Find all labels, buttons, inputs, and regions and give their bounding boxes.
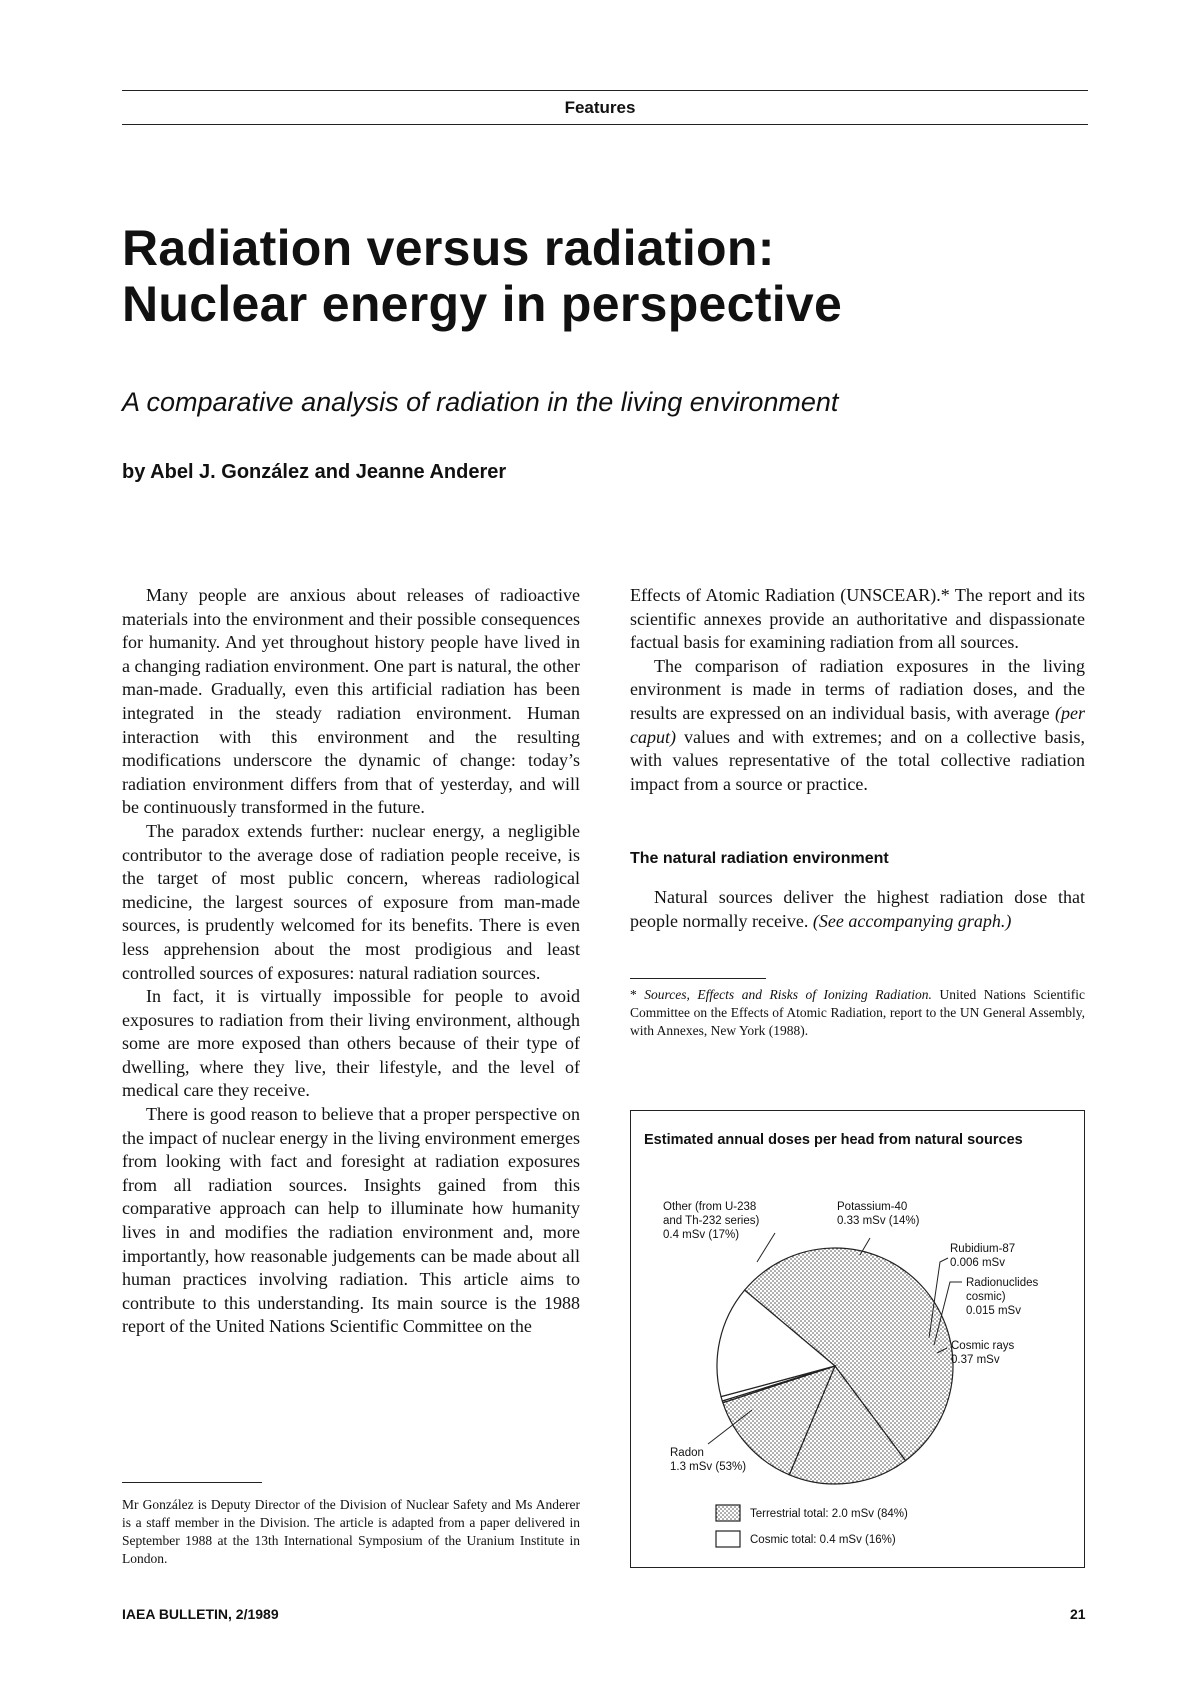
label-radionuclides-line-3: 0.015 mSv xyxy=(966,1305,1021,1317)
paragraph-7-text: Natural sources deliver the highest radiation dose that people normally receive. xyxy=(630,887,1085,931)
label-potassium xyxy=(837,1200,919,1228)
label-other-line-1: Other (from U-238 xyxy=(663,1201,757,1213)
label-cosmic-rays-line-2: 0.37 mSv xyxy=(951,1354,1000,1366)
paragraph-3: In fact, it is virtually impossible for people to avoid exposures to radiation from their living environment, although some are more exposed than others because of their type of dwelling, where they live, their lifestyle, and the level of medical care they receive. xyxy=(122,986,580,1101)
paragraph-1-text: Many people are anxious about releases of radioactive materials into the environment and their possible consequences for humanity. And yet throughout history people have lived in a changing radiation environment. One part is natural, the other man-made. Gradually, even this artificial radiation has been integrated in the steady radiation environment. Human interaction with this environment and the resulting modifications underscore the dynamic of change: today’s radiation environment differs from that of yesterday, and will be continuously transformed in the future. xyxy=(122,585,580,818)
label-rubidium xyxy=(950,1242,1015,1270)
article-subtitle: A comparative analysis of radiation in the living environment xyxy=(122,387,839,417)
chart-title: Estimated annual doses per head from natural sources xyxy=(644,1132,1023,1148)
label-potassium-line-1: Potassium-40 xyxy=(837,1201,908,1213)
paragraph-4: There is good reason to believe that a proper perspective on the impact of nuclear energy in the living environment emerges from looking with fact and foresight at radiation exposures from all radiation sources. Insights gained from this comparative approach can help to illuminate how humanity lives in and modifies the radiation environment and, more importantly, how reasonable judgements can be made about all human practices involving radiation. This article aims to contribute to this understanding. Its main source is the 1988 report of the United Nations Scientific Committee on the xyxy=(122,1104,580,1337)
paragraph-6-text-b: values and with extremes; and on a collective basis, with values representative of the total collective radiation impact from a source or practice. xyxy=(630,726,1085,794)
label-radon-line-2: 1.3 mSv (53%) xyxy=(670,1461,747,1473)
section-heading: The natural radiation environment xyxy=(630,850,889,867)
byline: by Abel J. González and Jeanne Anderer xyxy=(122,461,507,483)
label-other-line-2: and Th-232 series) xyxy=(663,1215,760,1227)
footnote-marker: * xyxy=(630,987,645,1002)
label-radon xyxy=(670,1446,746,1474)
author-note: Mr González is Deputy Director of the Division of Nuclear Safety and Ms Anderer is a staff member in the Division. The article is adapted from a paper delivered in September 1988 at the 13th International Symposium of the Uranium Institute in London. xyxy=(122,1497,580,1566)
legend-label-cosmic: Cosmic total: 0.4 mSv (16%) xyxy=(750,1534,896,1546)
section-label: Features xyxy=(564,98,636,117)
paragraph-5: Effects of Atomic Radiation (UNSCEAR).* The report and its scientific annexes provide an authoritative and dispassionate factual basis for examining radiation from all sources. xyxy=(630,585,1085,653)
chart-legend xyxy=(716,1505,740,1547)
paragraph-6-emphasis: (per caput) xyxy=(630,702,1085,747)
label-other xyxy=(663,1200,759,1242)
page-number: 21 xyxy=(1070,1606,1086,1622)
legend-swatch-terrestrial xyxy=(716,1505,740,1521)
label-other-line-3: 0.4 mSv (17%) xyxy=(663,1229,740,1241)
footnote-source-title: Sources, Effects and Risks of Ionizing Radiation. xyxy=(644,987,932,1002)
legend-swatch-cosmic xyxy=(716,1531,740,1547)
footnote-source-details: United Nations Scientific Committee on the Effects of Atomic Radiation, report to the UN General Assembly, with Annexes, New York (1988). xyxy=(630,987,1085,1038)
label-radionuclides-line-2: cosmic) xyxy=(966,1291,1006,1303)
label-radionuclides xyxy=(966,1276,1038,1318)
legend-label-terrestrial: Terrestrial total: 2.0 mSv (84%) xyxy=(750,1508,908,1520)
label-cosmic-rays xyxy=(951,1339,1014,1367)
label-cosmic-rays-line-1: Cosmic rays xyxy=(951,1340,1015,1352)
leader-line-other xyxy=(757,1233,775,1262)
label-rubidium-line-1: Rubidium-87 xyxy=(950,1243,1016,1255)
pie-slices xyxy=(717,1248,953,1484)
paragraph-2: The paradox extends further: nuclear energy, a negligible contributor to the average dose of radiation people receive, is the target of most public concern, whereas radiological medicine, the largest sources of exposure from man-made sources, is prudently welcomed for its benefits. There is even less apprehension about the most prodigious and least controlled sources of exposures: natural radiation sources. xyxy=(122,820,580,983)
publication-footer: IAEA BULLETIN, 2/1989 xyxy=(122,1606,279,1622)
label-potassium-line-2: 0.33 mSv (14%) xyxy=(837,1215,920,1227)
paragraph-7-emphasis: (See accompanying graph.) xyxy=(812,910,1012,931)
label-radon-line-1: Radon xyxy=(670,1447,704,1459)
label-rubidium-line-2: 0.006 mSv xyxy=(950,1257,1005,1269)
paragraph-6-text-a: The comparison of radiation exposures in the living environment is made in terms of radiation doses, and the results are expressed on an individual basis, with average xyxy=(630,655,1085,723)
title-line-2: Nuclear energy in perspective xyxy=(122,276,843,332)
label-radionuclides-line-1: Radionuclides xyxy=(966,1277,1039,1289)
title-line-1: Radiation versus radiation: xyxy=(122,220,775,276)
